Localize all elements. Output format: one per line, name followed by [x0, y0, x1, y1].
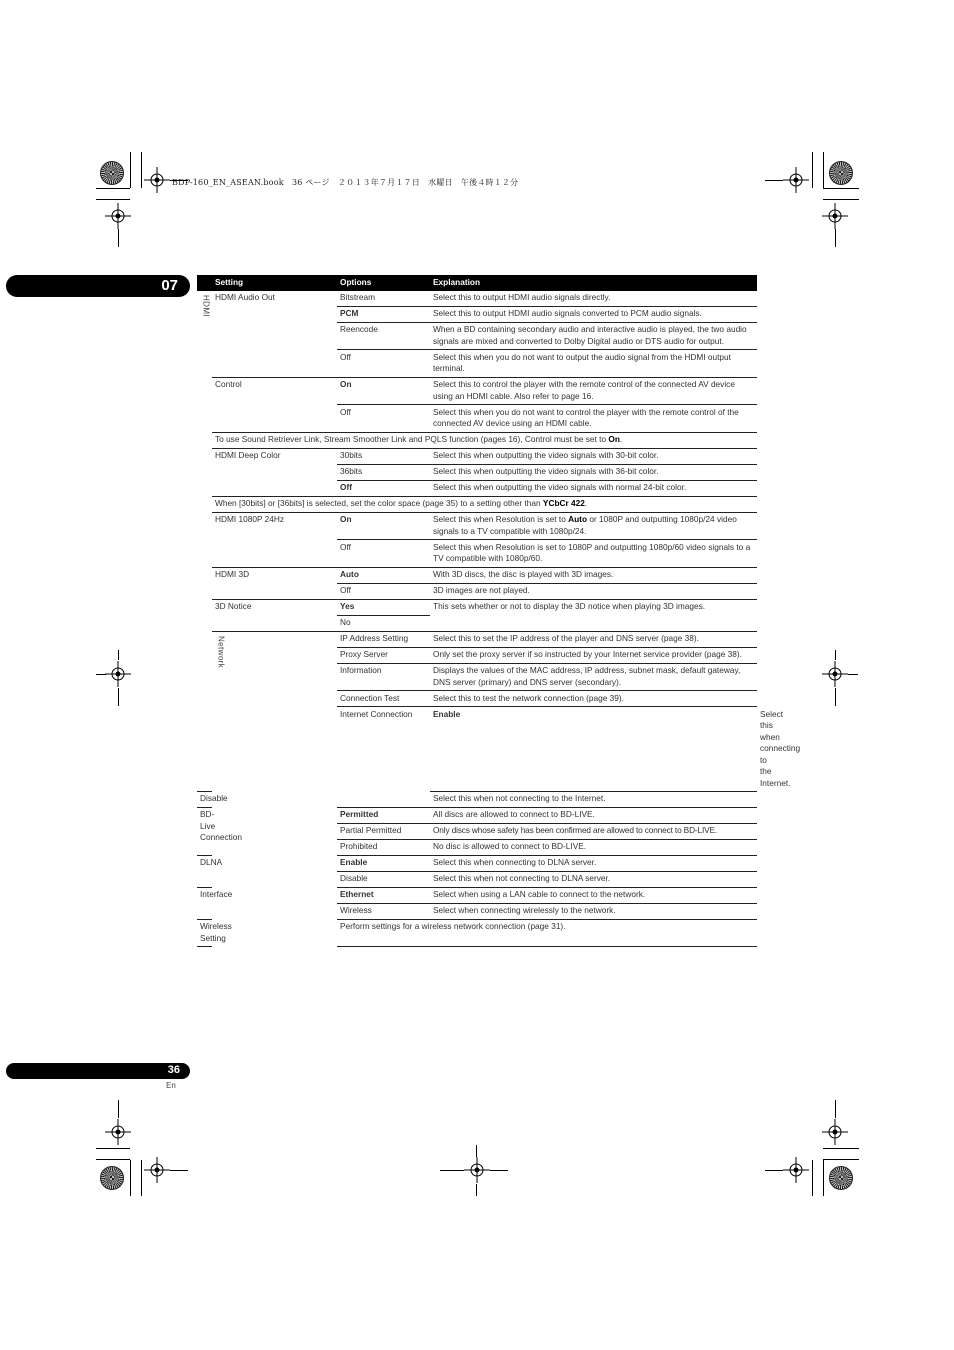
explanation-cell: Select this to set the IP address of the player and DNS server (page 38).	[430, 631, 757, 647]
note-bold: YCbCr 422	[542, 498, 585, 508]
note-text: To use Sound Retriever Link, Stream Smoother Link and PQLS function (pages 16), Control must be set to	[215, 434, 609, 444]
option-cell: PCM	[337, 306, 430, 322]
note-text: When [30bits] or [36bits] is selected, set the color space (page 35) to a setting other than	[215, 498, 543, 508]
crosshair-icon	[822, 661, 848, 687]
option-cell: Wireless	[337, 903, 430, 919]
option-cell: Enable	[430, 707, 757, 792]
note-bold: On	[608, 434, 620, 444]
table-row	[197, 448, 757, 464]
explanation-cell: When a BD containing secondary audio and interactive audio is played, the two audio signals are mixed and converted to Dolby Digital audio or DTS audio for output.	[430, 322, 757, 350]
crosshair-icon	[464, 1157, 490, 1183]
option-cell: Prohibited	[337, 839, 430, 855]
chapter-tab	[6, 275, 190, 297]
explanation-cell: Select this to control the player with the remote control of the connected AV device using an HDMI cable. Also refer to page 16.	[430, 377, 757, 405]
note-end: .	[619, 434, 623, 444]
option-cell: Disable	[197, 791, 212, 807]
explanation-cell	[430, 512, 757, 540]
explanation-cell: Select this when you do not want to control the player with the remote control of the connected AV device using an HDMI cable.	[430, 405, 757, 433]
option-cell: 30bits	[337, 448, 430, 464]
table-row: Internet Connection Enable Select this when connecting to the Internet.	[197, 707, 757, 792]
explanation-cell: Select this to output HDMI audio signals directly.	[433, 292, 611, 302]
option-cell: Disable	[337, 871, 430, 887]
explanation-cell: No disc is allowed to connect to BD-LIVE.	[430, 839, 757, 855]
option-cell: Off	[337, 350, 430, 378]
explanation-cell: Select this when outputting the video signals with normal 24-bit color.	[430, 480, 757, 496]
table-row	[197, 567, 757, 583]
table-note-row	[197, 496, 757, 512]
explanation-cell: This sets whether or not to display the 3D notice when playing 3D images.	[430, 599, 757, 615]
option-cell: Enable	[337, 855, 430, 871]
option-cell: Off	[337, 480, 430, 496]
settings-table	[197, 275, 801, 947]
crosshair-icon	[105, 661, 131, 687]
explanation-cell: Select when connecting wirelessly to the network.	[430, 903, 757, 919]
table-row	[197, 291, 757, 307]
chapter-number: 07	[161, 277, 178, 294]
explanation-cell: Select this when Resolution is set to 1080P and outputting 1080p/60 video signals to a TV compatible with 1080p/60.	[430, 540, 757, 568]
table-note-row	[197, 432, 757, 448]
option-cell: Ethernet	[337, 887, 430, 903]
setting-cell: HDMI Deep Color	[212, 448, 337, 496]
option-cell: 36bits	[337, 464, 430, 480]
setting-cell: Connection Test	[337, 691, 430, 707]
registration-rosette-icon	[829, 1166, 853, 1190]
expl-text: Select this when Resolution is set to	[433, 514, 569, 524]
explanation-cell: With 3D discs, the disc is played with 3D images.	[430, 567, 757, 583]
setting-cell: DLNA	[197, 855, 212, 887]
header-options: Options	[337, 275, 430, 291]
note-end: .	[584, 498, 588, 508]
crosshair-icon	[783, 167, 809, 193]
setting-cell: IP Address Setting	[337, 631, 430, 647]
explanation-cell: Select this when connecting to DLNA server.	[430, 855, 757, 871]
explanation-cell: Select this when you do not want to output the audio signal from the HDMI output terminal.	[430, 350, 757, 378]
expl-bold: Auto	[568, 514, 588, 524]
print-header: BDP-160_EN_ASEAN.book 36 ページ ２０１３年７月１７日 水曜日 午後４時１２分	[172, 178, 519, 187]
header-setting: Setting	[212, 275, 337, 291]
setting-cell: Information	[337, 663, 430, 691]
page-number: 36	[167, 1064, 180, 1076]
option-cell: Off	[337, 583, 430, 599]
setting-cell: Interface	[197, 887, 212, 919]
crosshair-icon	[822, 203, 848, 229]
option-cell: Off	[337, 540, 430, 568]
group-cell-hdmi	[197, 291, 212, 792]
option-cell: Yes	[337, 599, 430, 615]
setting-cell: Internet Connection	[337, 707, 430, 808]
setting-cell: Control	[212, 377, 337, 432]
explanation-cell: All discs are allowed to connect to BD-LIVE.	[430, 807, 757, 823]
group-cell-network	[212, 631, 337, 947]
setting-cell: 3D Notice	[212, 599, 337, 631]
registration-rosette-icon	[829, 161, 853, 185]
explanation-cell: Only discs whose safety has been confirmed are allowed to connect to BD-LIVE.	[430, 823, 757, 839]
page-language: En	[166, 1081, 176, 1090]
table-row	[197, 377, 757, 405]
page-tab	[6, 1063, 190, 1079]
explanation-cell: Select this to output HDMI audio signals converted to PCM audio signals.	[430, 306, 757, 322]
table-row	[197, 512, 757, 540]
option-cell: Reencode	[337, 322, 430, 350]
crosshair-icon	[822, 1119, 848, 1145]
option-cell: Bitstream	[340, 292, 376, 302]
option-cell: Partial Permitted	[337, 823, 430, 839]
option-cell: Off	[337, 405, 430, 433]
option-cell: On	[337, 512, 430, 540]
registration-rosette-icon	[100, 1166, 124, 1190]
explanation-cell	[430, 615, 757, 631]
explanation-cell: Perform settings for a wireless network connection (page 31).	[337, 919, 757, 947]
explanation-cell: 3D images are not played.	[430, 583, 757, 599]
crosshair-icon	[783, 1157, 809, 1183]
crosshair-icon	[144, 1157, 170, 1183]
setting-cell: HDMI 1080P 24Hz	[212, 512, 337, 567]
header-explanation: Explanation	[430, 275, 757, 291]
header-group	[197, 275, 212, 291]
option-cell: On	[337, 377, 430, 405]
explanation-cell: Select this to test the network connection (page 39).	[430, 691, 757, 707]
registration-rosette-icon	[100, 161, 124, 185]
table-row	[197, 631, 757, 647]
explanation-cell: Only set the proxy server if so instructed by your Internet service provider (page 38).	[430, 647, 757, 663]
crosshair-icon	[144, 167, 170, 193]
crosshair-icon	[105, 203, 131, 229]
option-cell: Permitted	[337, 807, 430, 823]
table-header-row	[197, 275, 757, 291]
explanation-cell: Select this when outputting the video signals with 30-bit color.	[430, 448, 757, 464]
explanation-cell: Displays the values of the MAC address, IP address, subnet mask, default gateway, DNS server (primary) and DNS server (secondary).	[430, 663, 757, 691]
option-cell: No	[337, 615, 430, 631]
setting-cell: Wireless Setting	[197, 919, 212, 947]
setting-cell: BD-Live Connection	[197, 807, 212, 855]
crosshair-icon	[105, 1119, 131, 1145]
group-label-hdmi: HDMI	[201, 294, 211, 317]
explanation-cell: Select this when not connecting to DLNA server.	[430, 871, 757, 887]
note-cell	[212, 432, 757, 448]
explanation-cell: Select this when not connecting to the Internet.	[430, 791, 757, 807]
setting-cell: HDMI 3D	[212, 567, 337, 599]
explanation-cell: Select this when outputting the video signals with 36-bit color.	[430, 464, 757, 480]
option-cell: Auto	[337, 567, 430, 583]
explanation-cell: Select when using a LAN cable to connect to the network.	[430, 887, 757, 903]
setting-cell: HDMI Audio Out	[215, 292, 275, 302]
table-row	[197, 599, 757, 615]
group-label-network: Network	[216, 635, 226, 668]
note-cell	[212, 496, 757, 512]
expl-text: or 1080P and outputting 1080p/24 video signals to a TV compatible with 1080p/24.	[433, 514, 737, 536]
setting-cell: Proxy Server	[337, 647, 430, 663]
